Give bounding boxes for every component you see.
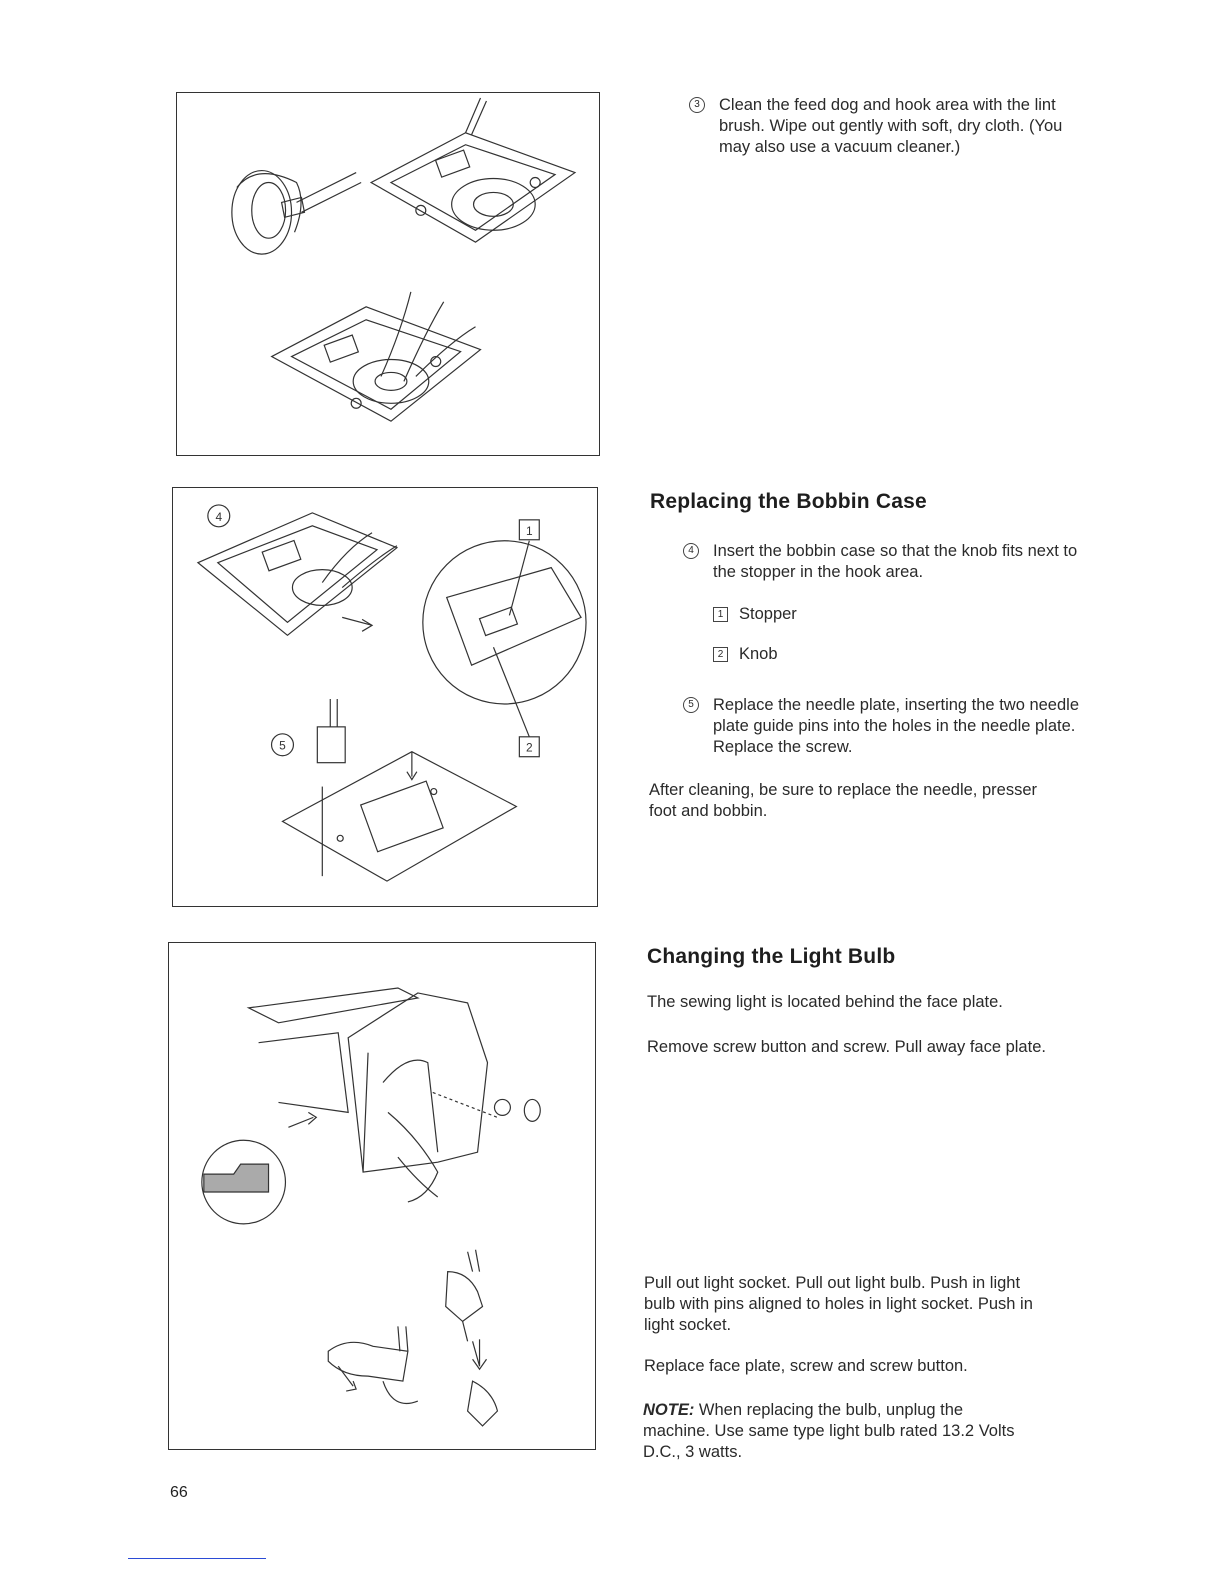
step-4-marker: 4 — [683, 543, 699, 559]
bobbin-illustration — [173, 488, 597, 906]
step-5-text: Replace the needle plate, inserting the two needle plate guide pins into the holes in the needle plate. Replace the screw. — [713, 696, 1080, 756]
step-3-text: Clean the feed dog and hook area with the lint brush. Wipe out gently with soft, dry cloth. (You may also use a vacuum cleaner.) — [719, 96, 1063, 156]
legend-knob — [717, 644, 778, 665]
light-bulb-illustration — [169, 943, 595, 1449]
label-1-text: 1 — [525, 523, 533, 538]
marker-4-text: 4 — [215, 509, 223, 524]
cleaning-illustration — [177, 93, 599, 455]
legend-stopper-num: 1 — [713, 607, 728, 622]
step-3 — [694, 95, 1089, 158]
marker-5-text: 5 — [279, 738, 286, 753]
step-5-marker: 5 — [683, 697, 699, 713]
step-4-text: Insert the bobbin case so that the knob fits next to the stopper in the hook area. — [713, 542, 1078, 581]
note-text: When replacing the bulb, unplug the machine. Use same type light bulb rated 13.2 Volts D.C., 3 watts. — [643, 1401, 1015, 1461]
bulb-paragraph-3: Pull out light socket. Pull out light bulb. Push in light bulb with pins aligned to holes in light socket. Push in light socket. — [644, 1274, 1033, 1334]
legend-stopper-label: Stopper — [739, 605, 797, 623]
legend-knob-num: 2 — [713, 647, 728, 662]
label-2-text: 2 — [525, 740, 533, 755]
note-label: NOTE: — [643, 1401, 695, 1419]
bulb-paragraph-1: The sewing light is located behind the face plate. — [647, 993, 1003, 1011]
step-5 — [688, 695, 1083, 758]
heading-replacing-bobbin-case: Replacing the Bobbin Case — [650, 490, 927, 513]
step-3-marker: 3 — [689, 97, 705, 113]
figure-cleaning-hook — [176, 92, 600, 456]
after-cleaning-text: After cleaning, be sure to replace the needle, presser foot and bobbin. — [649, 781, 1037, 820]
page-number: 66 — [170, 1484, 188, 1501]
figure-bobbin-case — [172, 487, 598, 907]
bottom-rule — [128, 1558, 266, 1559]
figure-light-bulb — [168, 942, 596, 1450]
bulb-paragraph-2: Remove screw button and screw. Pull away face plate. — [647, 1038, 1046, 1056]
legend-stopper — [717, 604, 797, 625]
bulb-paragraph-4: Replace face plate, screw and screw button. — [644, 1357, 968, 1375]
step-4 — [688, 541, 1083, 583]
bulb-note — [643, 1400, 1033, 1463]
legend-knob-label: Knob — [739, 645, 778, 663]
heading-changing-light-bulb: Changing the Light Bulb — [647, 945, 896, 968]
